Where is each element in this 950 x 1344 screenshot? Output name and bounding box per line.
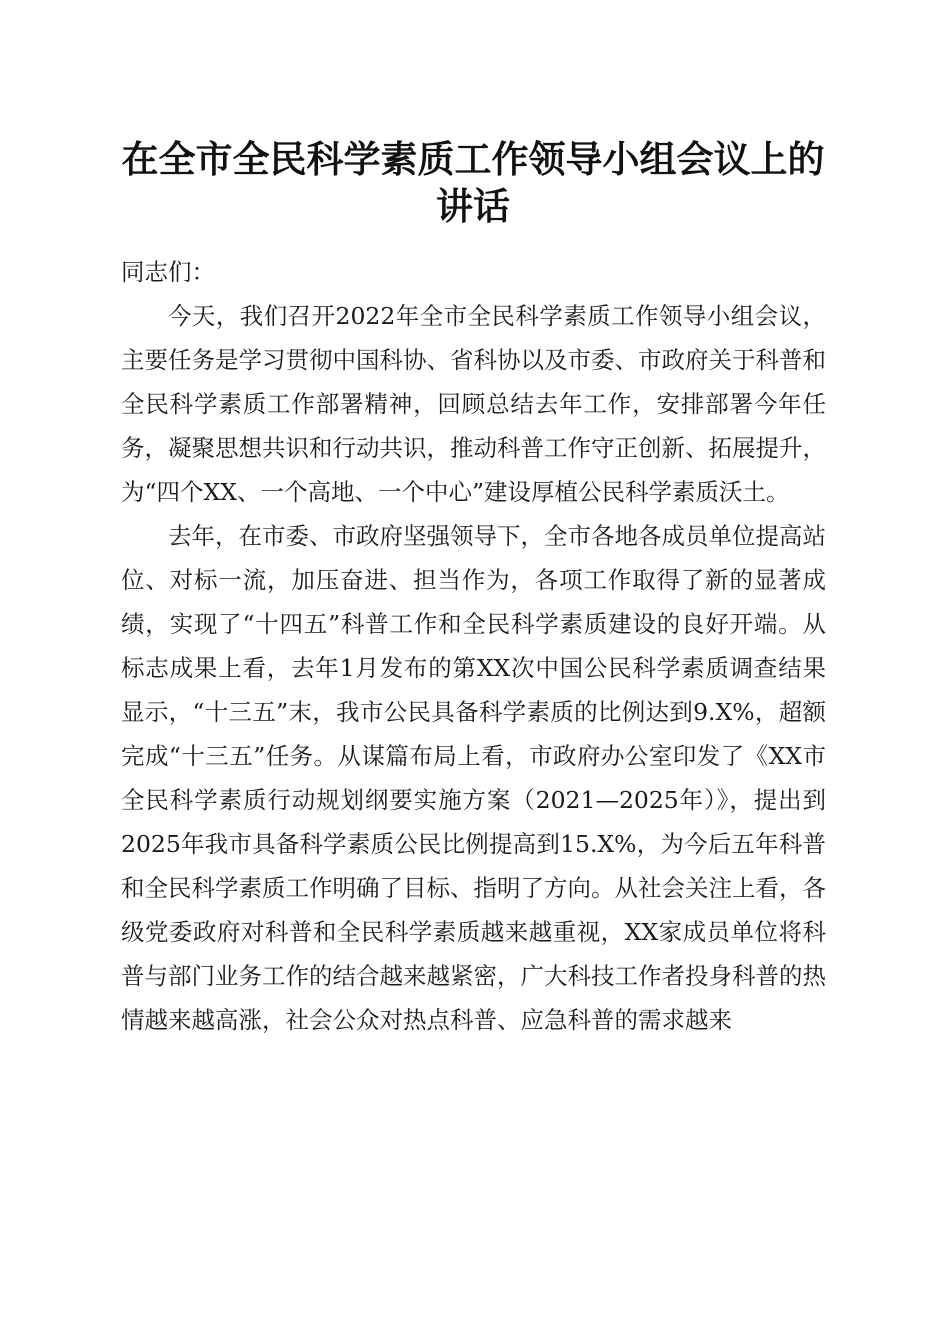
greeting: 同志们： [121, 258, 215, 286]
document-body [121, 250, 826, 1042]
paragraph-opening: 今天，我们召开2022年全市全民科学素质工作领导小组会议，主要任务是学习贯彻中国科协、省科协以及市委、市政府关于科普和全民科学素质工作部署精神，回顾总结去年工作，安排部署今年任务，凝聚思想共识和行动共识，推动科普工作守正创新、拓展提升，为“四个XX、一个高地、一个中心”建设厚植公民科学素质沃土。 [121, 302, 826, 506]
document-title: 在全市全民科学素质工作领导小组会议上的讲话 [121, 137, 825, 228]
paragraph-last-year-review: 去年，在市委、市政府坚强领导下，全市各地各成员单位提高站位、对标一流，加压奋进、担当作为，各项工作取得了新的显著成绩，实现了“十四五”科普工作和全民科学素质建设的良好开端。从标志成果上看，去年1月发布的第XX次中国公民科学素质调查结果显示，“十三五”末，我市公民具备科学素质的比例达到9.X%，超额完成“十三五”任务。从谋篇布局上看，市政府办公室印发了《XX市全民科学素质行动规划纲要实施方案（2021—2025年）》，提出到2025年我市具备科学素质公民比例提高到15.X%，为今后五年科普和全民科学素质工作明确了目标、指明了方向。从社会关注上看，各级党委政府对科普和全民科学素质越来越重视，XX家成员单位将科普与部门业务工作的结合越来越紧密，广大科技工作者投身科普的热情越来越高涨，社会公众对热点科普、应急科普的需求越来 [121, 522, 826, 1034]
